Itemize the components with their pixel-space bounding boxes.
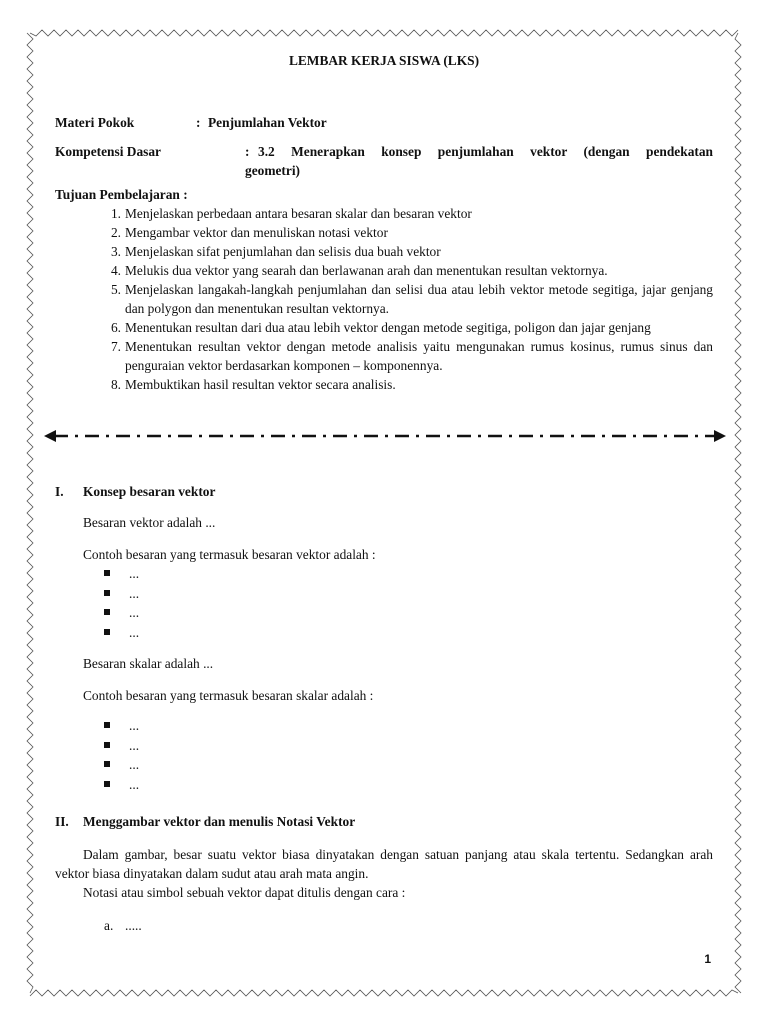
goals-heading: Tujuan Pembelajaran : [55,187,188,202]
vector-examples-intro: Contoh besaran yang termasuk besaran vektor adalah : [83,547,376,562]
list-item: ... [104,775,139,795]
kompetensi-dasar-value-line1: 3.2 Menerapkan konsep penjumlahan vektor (dengan pendekatan [258,144,713,159]
item-a-label: a. [104,918,114,933]
goal-item: 3. Menjelaskan sifat penjumlahan dan selisis dua buah vektor [110,244,441,259]
kompetensi-dasar-colon: : [245,144,250,159]
scalar-examples-list [104,716,139,794]
kompetensi-dasar-label: Kompetensi Dasar [55,144,162,159]
notation-intro: Notasi atau simbol sebuah vektor dapat ditulis dengan cara : [83,885,406,900]
goal-item: 7. Menentukan resultan vektor dengan metode analisis yaitu mengunakan rumus kosinus, rumus sinus dan penguraian vektor berdasarkan komponen – komponennya. [110,339,713,373]
list-item: ... [104,564,139,584]
bullet-square-icon [104,722,110,728]
goals-list [97,204,713,394]
vector-examples-list [104,564,139,642]
list-item: ... [104,755,139,775]
bullet-square-icon [104,742,110,748]
scalar-definition: Besaran skalar adalah ... [83,656,214,671]
vector-definition: Besaran vektor adalah ... [83,515,216,530]
section-1-title: Konsep besaran vektor [83,484,216,499]
section-2-number: II. [55,814,69,829]
kompetensi-dasar-value-line2: geometri) [245,163,301,178]
materi-pokok-value: Penjumlahan Vektor [208,115,327,130]
list-item: ... [104,603,139,623]
dash-dot-arrow-divider [44,426,726,446]
bullet-square-icon [104,781,110,787]
item-a-text: ..... [125,918,142,933]
materi-pokok-colon: : [196,115,201,130]
bullet-square-icon [104,570,110,576]
materi-pokok-label: Materi Pokok [55,115,135,130]
list-item: ... [104,736,139,756]
document-title: LEMBAR KERJA SISWA (LKS) [288,53,480,68]
bullet-square-icon [104,629,110,635]
bullet-square-icon [104,761,110,767]
list-item: ... [104,584,139,604]
bullet-square-icon [104,590,110,596]
section-2-paragraph: Dalam gambar, besar suatu vektor biasa dinyatakan dengan satuan panjang atau skala tertentu. Sedangkan arah vektor biasa dinyatakan dalam sudut atau arah mata angin. [55,847,713,881]
page-number: 1 [704,952,711,966]
list-item: ... [104,716,139,736]
goal-item: 8. Membuktikan hasil resultan vektor secara analisis. [110,377,396,392]
section-2-title: Menggambar vektor dan menulis Notasi Vektor [83,814,356,829]
goal-item: 6. Menentukan resultan dari dua atau lebih vektor dengan metode segitiga, poligon dan jajar genjang [110,320,651,335]
scalar-examples-intro: Contoh besaran yang termasuk besaran skalar adalah : [83,688,374,703]
bullet-square-icon [104,609,110,615]
section-1-number: I. [55,484,64,499]
goal-item: 1. Menjelaskan perbedaan antara besaran skalar dan besaran vektor [110,206,472,221]
goal-item: 5. Menjelaskan langakah-langkah penjumlahan dan selisi dua atau lebih vektor metode segitiga, jajar genjang dan polygon dan menentukan resultan vektornya. [110,282,713,316]
list-item: ... [104,623,139,643]
goal-item: 4. Melukis dua vektor yang searah dan berlawanan arah dan menentukan resultan vektornya. [110,263,608,278]
goal-item: 2. Mengambar vektor dan menuliskan notasi vektor [110,225,388,240]
